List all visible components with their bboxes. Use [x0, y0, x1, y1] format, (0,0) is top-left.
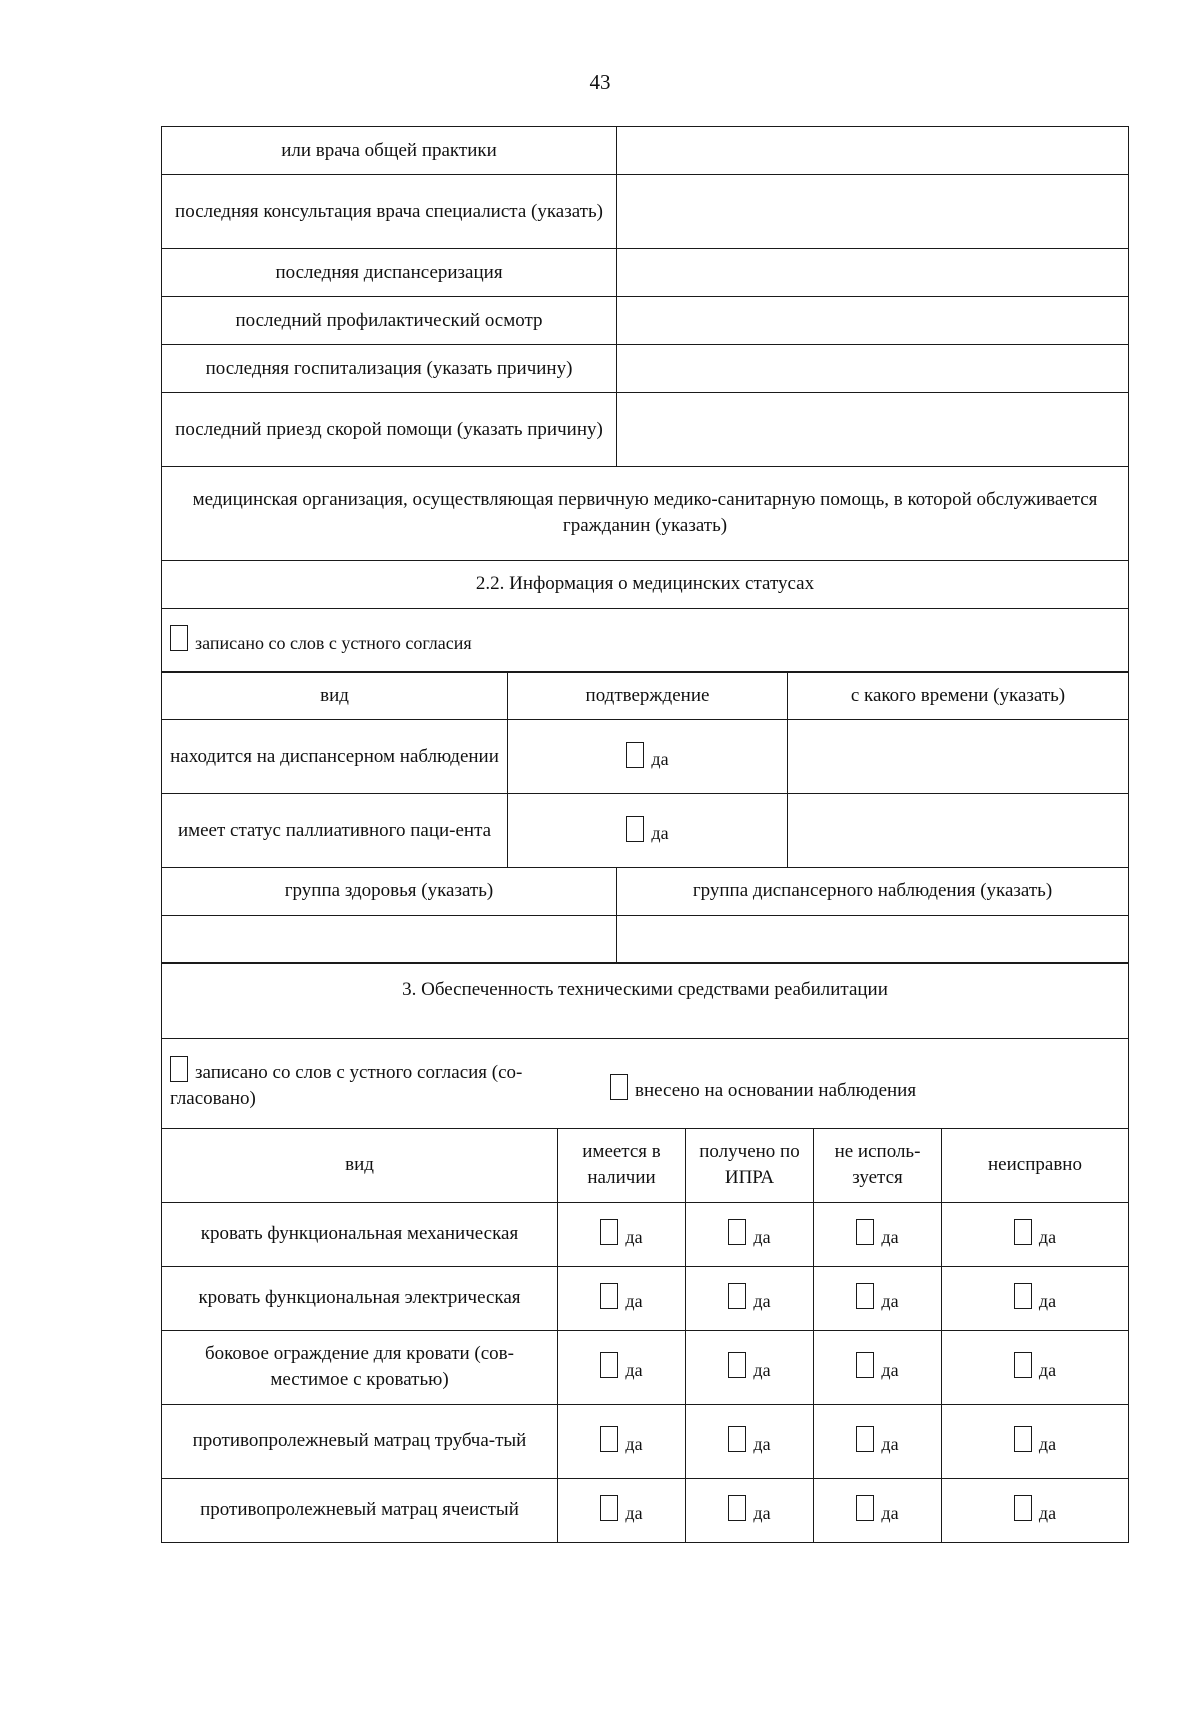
- consent-checkbox[interactable]: [170, 625, 188, 651]
- broken-cell[interactable]: [942, 1478, 1129, 1542]
- history-label: последняя госпитализация (указать причину): [162, 345, 617, 393]
- status-confirm-cell[interactable]: [508, 720, 788, 794]
- consent-row: [162, 608, 1129, 672]
- consent-label: записано со слов с устного согласия: [195, 632, 472, 653]
- equipment-label: кровать функциональная механическая: [162, 1202, 558, 1266]
- history-value-field[interactable]: [617, 345, 1129, 393]
- unused-cell[interactable]: [814, 1266, 942, 1330]
- yes-label: да: [881, 1359, 899, 1380]
- history-label: последняя диспансеризация: [162, 249, 617, 297]
- broken-cell[interactable]: [942, 1404, 1129, 1478]
- available-cell[interactable]: [558, 1330, 686, 1404]
- equipment-table: [161, 1128, 1129, 1543]
- yes-label: да: [651, 749, 669, 770]
- consent-verbal-checkbox[interactable]: [170, 1056, 188, 1082]
- status-table: [161, 671, 1129, 868]
- health-group-table: [161, 867, 1129, 964]
- history-label: последняя консультация врача специалиста (указать): [162, 175, 617, 249]
- yes-label: да: [625, 1226, 643, 1247]
- equipment-header-type: вид: [162, 1128, 558, 1202]
- yes-checkbox[interactable]: [856, 1495, 874, 1521]
- yes-label: да: [625, 1359, 643, 1380]
- unused-cell[interactable]: [814, 1404, 942, 1478]
- yes-checkbox[interactable]: [1014, 1495, 1032, 1521]
- equipment-header-available: имеется в наличии: [558, 1128, 686, 1202]
- observation-checkbox[interactable]: [610, 1074, 628, 1100]
- equipment-header-broken: неисправно: [942, 1128, 1129, 1202]
- history-label: или врача общей практики: [162, 127, 617, 175]
- yes-checkbox[interactable]: [728, 1219, 746, 1245]
- yes-checkbox[interactable]: [728, 1352, 746, 1378]
- broken-cell[interactable]: [942, 1266, 1129, 1330]
- yes-label: да: [1038, 1290, 1057, 1311]
- equipment-label: кровать функциональная электрическая: [162, 1266, 558, 1330]
- yes-label: да: [625, 1290, 643, 1311]
- yes-label: да: [625, 1433, 643, 1454]
- equipment-header-unused: не исполь-зуется: [814, 1128, 942, 1202]
- page-number: 43: [589, 70, 611, 94]
- yes-label: да: [1038, 1502, 1057, 1523]
- unused-cell[interactable]: [814, 1330, 942, 1404]
- yes-label: да: [1038, 1226, 1057, 1247]
- consent-option[interactable]: [170, 627, 472, 653]
- history-label: последний профилактический осмотр: [162, 297, 617, 345]
- yes-checkbox[interactable]: [728, 1426, 746, 1452]
- yes-checkbox[interactable]: [856, 1352, 874, 1378]
- yes-checkbox[interactable]: [728, 1495, 746, 1521]
- yes-checkbox[interactable]: [1014, 1352, 1032, 1378]
- yes-label: да: [753, 1226, 771, 1247]
- available-cell[interactable]: [558, 1478, 686, 1542]
- section-3-title: 3. Обеспеченность техническими средствами реабилитации: [162, 963, 1129, 1039]
- yes-label: да: [625, 1502, 643, 1523]
- broken-cell[interactable]: [942, 1202, 1129, 1266]
- received-cell[interactable]: [686, 1202, 814, 1266]
- history-table: [161, 126, 1129, 467]
- section-3-consent-row: [162, 1039, 1129, 1129]
- equipment-label: противопролежневый матрац трубча-тый: [162, 1404, 558, 1478]
- status-header-confirmation: подтверждение: [508, 672, 788, 720]
- history-value-field[interactable]: [617, 175, 1129, 249]
- received-cell[interactable]: [686, 1478, 814, 1542]
- section-2-2-title: 2.2. Информация о медицинских статусах: [162, 560, 1129, 608]
- yes-checkbox[interactable]: [600, 1352, 618, 1378]
- yes-checkbox[interactable]: [1014, 1283, 1032, 1309]
- equipment-label: противопролежневый матрац ячеистый: [162, 1478, 558, 1542]
- history-value-field[interactable]: [617, 297, 1129, 345]
- yes-label: да: [881, 1290, 899, 1311]
- unused-cell[interactable]: [814, 1478, 942, 1542]
- status-header-since: с какого времени (указать): [788, 672, 1129, 720]
- available-cell[interactable]: [558, 1404, 686, 1478]
- history-value-field[interactable]: [617, 127, 1129, 175]
- yes-checkbox[interactable]: [626, 816, 644, 842]
- yes-label: да: [1038, 1433, 1057, 1454]
- history-label: последний приезд скорой помощи (указать причину): [162, 393, 617, 467]
- equipment-label: боковое ограждение для кровати (сов-местимое с кроватью): [162, 1330, 558, 1404]
- yes-checkbox[interactable]: [856, 1219, 874, 1245]
- history-value-field[interactable]: [617, 393, 1129, 467]
- yes-checkbox[interactable]: [728, 1283, 746, 1309]
- equipment-header-received: получено по ИПРА: [686, 1128, 814, 1202]
- form: [161, 126, 1129, 1543]
- status-label-palliative: имеет статус паллиативного паци-ента: [162, 794, 508, 868]
- section-2-2-header-table: [161, 466, 1129, 673]
- yes-checkbox[interactable]: [856, 1283, 874, 1309]
- received-cell[interactable]: [686, 1266, 814, 1330]
- available-cell[interactable]: [558, 1266, 686, 1330]
- yes-label: да: [1038, 1359, 1057, 1380]
- consent-verbal-label: записано со слов с устного согласия (со-гласовано): [170, 1061, 523, 1109]
- broken-cell[interactable]: [942, 1330, 1129, 1404]
- yes-label: да: [753, 1433, 771, 1454]
- section-3-header-table: [161, 962, 1129, 1129]
- observation-label: внесено на основании наблюдения: [635, 1079, 917, 1101]
- yes-checkbox[interactable]: [600, 1495, 618, 1521]
- yes-checkbox[interactable]: [626, 742, 644, 768]
- yes-checkbox[interactable]: [1014, 1426, 1032, 1452]
- status-since-field[interactable]: [788, 794, 1129, 868]
- yes-checkbox[interactable]: [1014, 1219, 1032, 1245]
- received-cell[interactable]: [686, 1404, 814, 1478]
- status-since-field[interactable]: [788, 720, 1129, 794]
- yes-label: да: [651, 823, 669, 844]
- available-cell[interactable]: [558, 1202, 686, 1266]
- health-group-header: группа здоровья (указать): [162, 867, 617, 915]
- medical-org-label[interactable]: медицинская организация, осуществляющая первичную медико-санитарную помощь, в которой обслуживается гражданин (указать): [162, 466, 1129, 560]
- health-group-field[interactable]: [162, 915, 617, 963]
- status-confirm-cell[interactable]: [508, 794, 788, 868]
- dispensary-group-field[interactable]: [617, 915, 1129, 963]
- dispensary-group-header: группа диспансерного наблюдения (указать): [617, 867, 1129, 915]
- yes-label: да: [753, 1290, 771, 1311]
- status-label-dispensary: находится на диспансерном наблюдении: [162, 720, 508, 794]
- yes-label: да: [753, 1502, 771, 1523]
- observation-option[interactable]: [610, 1064, 916, 1104]
- yes-label: да: [753, 1359, 771, 1380]
- yes-checkbox[interactable]: [856, 1426, 874, 1452]
- yes-label: да: [881, 1502, 899, 1523]
- status-header-type: вид: [162, 672, 508, 720]
- yes-label: да: [881, 1433, 899, 1454]
- consent-verbal-option[interactable]: [170, 1056, 590, 1111]
- yes-label: да: [881, 1226, 899, 1247]
- history-value-field[interactable]: [617, 249, 1129, 297]
- yes-checkbox[interactable]: [600, 1426, 618, 1452]
- received-cell[interactable]: [686, 1330, 814, 1404]
- unused-cell[interactable]: [814, 1202, 942, 1266]
- yes-checkbox[interactable]: [600, 1283, 618, 1309]
- yes-checkbox[interactable]: [600, 1219, 618, 1245]
